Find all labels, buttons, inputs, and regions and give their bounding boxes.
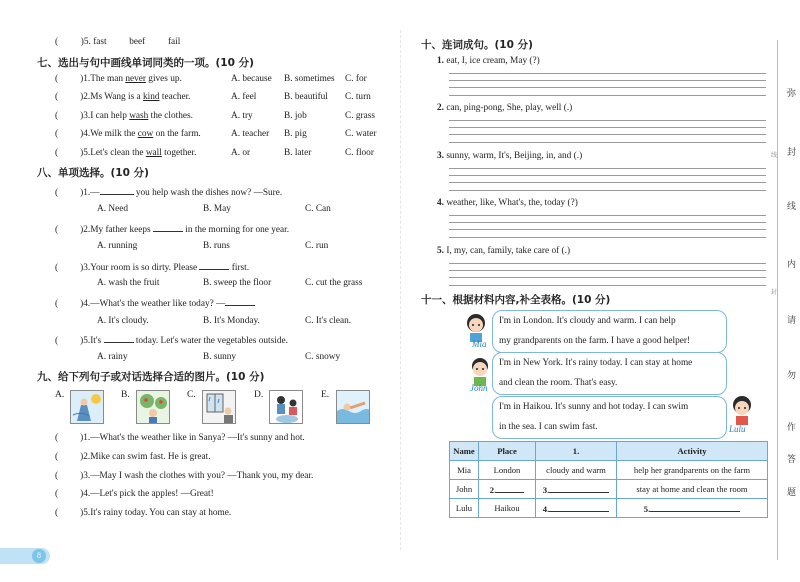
blank-2[interactable]: 2. — [479, 480, 536, 499]
option[interactable]: B. pig — [284, 129, 307, 139]
pic-label-d: D. — [254, 390, 264, 400]
th-name: Name — [450, 442, 479, 461]
john-name: John — [470, 383, 488, 393]
blank-4[interactable]: 4. — [536, 499, 617, 518]
section-9-title: 九、给下列句子或对话选择合适的图片。(10 分) — [37, 371, 265, 383]
info-table — [449, 441, 768, 518]
th-place: Place — [479, 442, 536, 461]
table-header-row — [450, 442, 768, 461]
th-weather: 1. — [536, 442, 617, 461]
side-char: 作 — [787, 423, 797, 433]
pic-label-c: C. — [187, 390, 196, 400]
picture-e-swimming[interactable] — [336, 390, 370, 424]
option[interactable]: B. May — [203, 204, 231, 214]
side-char: 勿 — [787, 371, 797, 381]
side-small-char: 线 — [771, 152, 778, 159]
binding-line — [777, 40, 778, 560]
option[interactable]: B. sometimes — [284, 74, 335, 84]
lulu-name: Lulu — [729, 424, 746, 434]
option[interactable]: B. later — [284, 148, 312, 158]
table-row: John 2. 3. stay at home and clean the room — [450, 480, 768, 499]
table-row: Lulu Haikou 4. 5. — [450, 499, 768, 518]
s8-question-4: ( )4.—What's the weather like today? — — [55, 296, 255, 309]
side-char: 封 — [787, 148, 797, 158]
s8-question-3: ( )3.Your room is so dirty. Please first. — [55, 260, 249, 273]
s7-question-4: ( )4.We milk the cow on the farm. — [55, 129, 201, 139]
page-number: 8 — [32, 549, 46, 563]
side-small-char: 封 — [771, 289, 778, 296]
mia-avatar — [463, 312, 489, 342]
fill-blank — [225, 296, 255, 306]
option[interactable]: C. grass — [345, 111, 375, 121]
option[interactable]: B. beautiful — [284, 92, 328, 102]
option[interactable]: A. wash the fruit — [97, 278, 160, 288]
side-char: 线 — [787, 202, 797, 212]
section-11-title: 十一、根据材料内容,补全表格。(10 分) — [421, 294, 611, 306]
option[interactable]: C. run — [305, 241, 329, 251]
s9-question-3: ( )3.—May I wash the clothes with you? —Thank you, my dear. — [55, 471, 314, 481]
answer-lines[interactable] — [449, 168, 766, 197]
s10-question-2: 2. can, ping-pong, She, play, well (.) — [437, 103, 573, 113]
fill-blank — [199, 260, 229, 270]
option[interactable]: C. snowy — [305, 352, 341, 362]
s9-question-2: ( )2.Mike can swim fast. He is great. — [55, 452, 211, 462]
option[interactable]: A. teacher — [231, 129, 270, 139]
option[interactable]: B. job — [284, 111, 307, 121]
s10-question-5: 5. I, my, can, family, take care of (.) — [437, 246, 571, 256]
pic-label-e: E. — [321, 390, 330, 400]
picture-b-apples[interactable] — [136, 390, 170, 424]
option[interactable]: A. running — [97, 241, 138, 251]
option[interactable]: C. cut the grass — [305, 278, 363, 288]
answer-lines[interactable] — [449, 120, 766, 149]
option[interactable]: B. It's Monday. — [203, 316, 260, 326]
option[interactable]: C. for — [345, 74, 367, 84]
picture-c-rainy-window[interactable] — [202, 390, 236, 424]
answer-lines[interactable] — [449, 215, 766, 244]
s8-question-5: ( )5.It's today. Let's water the vegetables outside. — [55, 333, 288, 346]
blank-5[interactable]: 5. — [617, 499, 768, 518]
side-char: 答 — [787, 455, 797, 465]
s7-question-1: ( )1.The man never gives up. — [55, 74, 182, 84]
option[interactable]: A. feel — [231, 92, 257, 102]
option[interactable]: C. Can — [305, 204, 331, 214]
picture-d-wash-clothes[interactable] — [269, 390, 303, 424]
option[interactable]: C. turn — [345, 92, 371, 102]
option[interactable]: A. rainy — [97, 352, 128, 362]
th-activity: Activity — [617, 442, 768, 461]
mia-name: Mia — [472, 339, 487, 349]
pic-label-b: B. — [121, 390, 130, 400]
option[interactable]: A. It's cloudy. — [97, 316, 149, 326]
blank-3[interactable]: 3. — [536, 480, 617, 499]
page-divider — [400, 30, 401, 550]
s7-question-2: ( )2.Ms Wang is a kind teacher. — [55, 92, 191, 102]
answer-lines[interactable] — [449, 263, 766, 292]
side-char: 题 — [787, 488, 797, 498]
option[interactable]: B. runs — [203, 241, 230, 251]
option[interactable]: A. because — [231, 74, 272, 84]
section-10-title: 十、连词成句。(10 分) — [421, 39, 533, 51]
option[interactable]: C. water — [345, 129, 377, 139]
option[interactable]: C. It's clean. — [305, 316, 352, 326]
s10-question-4: 4. weather, like, What's, the, today (?) — [437, 198, 578, 208]
section-7-title: 七、选出与句中画线单词同类的一项。(10 分) — [37, 57, 254, 69]
option[interactable]: A. Need — [97, 204, 128, 214]
s9-question-4: ( )4.—Let's pick the apples! —Great! — [55, 489, 214, 499]
option[interactable]: B. sweep the floor — [203, 278, 272, 288]
fill-blank — [153, 222, 183, 232]
q5-prev: ( )5. fast beef fail — [55, 37, 181, 47]
john-avatar — [467, 356, 493, 386]
s10-question-3: 3. sunny, warm, It's, Beijing, in, and (.) — [437, 151, 583, 161]
answer-lines[interactable] — [449, 73, 766, 102]
lulu-bubble: I'm in Haikou. It's sunny and hot today. I can swim in the sea. I can swim fast. — [492, 396, 727, 439]
fill-blank — [100, 185, 134, 195]
s7-question-3: ( )3.I can help wash the clothes. — [55, 111, 193, 121]
picture-a-sunny-hot[interactable] — [70, 390, 104, 424]
s10-question-1: 1. eat, I, ice cream, May (?) — [437, 56, 540, 66]
option[interactable]: A. or — [231, 148, 251, 158]
fill-blank — [104, 333, 134, 343]
option[interactable]: A. try — [231, 111, 253, 121]
lulu-avatar — [729, 395, 755, 425]
s9-question-5: ( )5.It's rainy today. You can stay at home. — [55, 508, 232, 518]
side-char: 弥 — [787, 89, 797, 99]
option[interactable]: C. floor — [345, 148, 374, 158]
option[interactable]: B. sunny — [203, 352, 237, 362]
side-char: 请 — [787, 316, 797, 326]
s8-question-1: ( )1.— you help wash the dishes now? —Sure. — [55, 185, 282, 198]
side-char: 内 — [787, 260, 797, 270]
table-row: Mia London cloudy and warm help her grandparents on the farm — [450, 461, 768, 480]
pic-label-a: A. — [55, 390, 65, 400]
mia-bubble: I'm in London. It's cloudy and warm. I can help my grandparents on the farm. I have a good helper! — [492, 310, 727, 353]
section-8-title: 八、单项选择。(10 分) — [37, 167, 149, 179]
john-bubble: I'm in New York. It's rainy today. I can stay at home and clean the room. That's easy. — [492, 352, 727, 395]
s8-question-2: ( )2.My father keeps in the morning for one year. — [55, 222, 289, 235]
s9-question-1: ( )1.—What's the weather like in Sanya? —It's sunny and hot. — [55, 433, 305, 443]
s7-question-5: ( )5.Let's clean the wall together. — [55, 148, 197, 158]
